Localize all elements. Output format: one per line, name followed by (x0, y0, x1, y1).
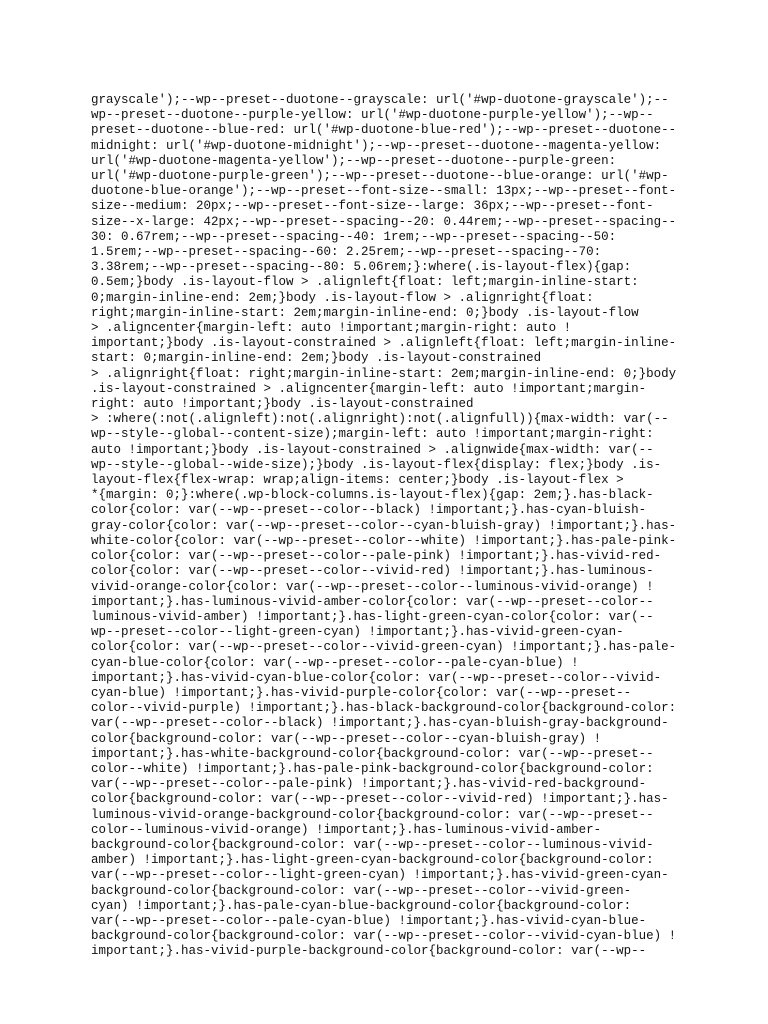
code-line: right: auto !important;}body .is-layout-constrained (91, 397, 474, 412)
code-line: color--white) !important;}.has-pale-pink-background-color{background-color: (91, 761, 654, 776)
code-line: > .aligncenter{margin-left: auto !important;margin-right: auto ! (91, 321, 572, 336)
code-line: start: 0;margin-inline-end: 2em;}body .is-layout-constrained (91, 351, 542, 366)
code-line: important;}.has-luminous-vivid-amber-color{color: var(--wp--preset--color-- (91, 594, 654, 609)
code-line: var(--wp--preset--color--black) !important;}.has-cyan-bluish-gray-background- (91, 716, 669, 731)
code-line: size--x-large: 42px;--wp--preset--spacing--20: 0.44rem;--wp--preset--spacing-- (91, 214, 677, 229)
code-line: luminous-vivid-amber) !important;}.has-light-green-cyan-color{color: var(-- (91, 609, 654, 624)
code-line: luminous-vivid-orange-background-color{background-color: var(--wp--preset-- (91, 807, 654, 822)
code-line: gray-color{color: var(--wp--preset--color--cyan-bluish-gray) !important;}.has- (91, 518, 677, 533)
code-line: 0;margin-inline-end: 2em;}body .is-layout-flow > .alignright{float: (91, 290, 594, 305)
code-line: *{margin: 0;}:where(.wp-block-columns.is-layout-flex){gap: 2em;}.has-black- (91, 488, 654, 503)
code-line: 0.5em;}body .is-layout-flow > .alignleft{float: left;margin-inline-start: (91, 275, 639, 290)
code-line: .is-layout-constrained > .aligncenter{margin-left: auto !important;margin- (91, 381, 647, 396)
code-line: grayscale');--wp--preset--duotone--grayscale: url('#wp-duotone-grayscale');-- (91, 93, 669, 107)
code-line: > .alignright{float: right;margin-inline-start: 2em;margin-inline-end: 0;}body (91, 366, 677, 381)
code-line: color{background-color: var(--wp--preset--color--vivid-red) !important;}.has- (91, 792, 669, 807)
code-line: > :where(:not(.alignleft):not(.alignright):not(.alignfull)){max-width: var(-- (91, 412, 669, 427)
code-line: wp--style--global--content-size);margin-left: auto !important;margin-right: (91, 427, 654, 442)
code-line: color{color: var(--wp--preset--color--pale-pink) !important;}.has-vivid-red- (91, 549, 662, 564)
code-line: background-color{background-color: var(--wp--preset--color--luminous-vivid- (91, 837, 654, 852)
code-line: color{color: var(--wp--preset--color--vivid-red) !important;}.has-luminous- (91, 564, 654, 579)
code-line: size--medium: 20px;--wp--preset--font-size--large: 36px;--wp--preset--font- (91, 199, 654, 214)
code-line: background-color{background-color: var(--wp--preset--color--vivid-cyan-blue) ! (91, 929, 677, 944)
code-line: 3.38rem;--wp--preset--spacing--80: 5.06rem;}:where(.is-layout-flex){gap: (91, 260, 632, 275)
code-line: wp--preset--duotone--purple-yellow: url('#wp-duotone-purple-yellow');--wp-- (91, 108, 654, 123)
code-line: preset--duotone--blue-red: url('#wp-duotone-blue-red');--wp--preset--duotone-- (91, 123, 677, 138)
code-line: color--luminous-vivid-orange) !important;}.has-luminous-vivid-amber- (91, 822, 602, 837)
code-line: color{color: var(--wp--preset--color--black) !important;}.has-cyan-bluish- (91, 503, 647, 518)
code-line: important;}.has-vivid-purple-background-color{background-color: var(--wp-- (91, 944, 647, 959)
code-line: url('#wp-duotone-purple-green');--wp--preset--duotone--blue-orange: url('#wp- (91, 169, 669, 184)
code-line: url('#wp-duotone-magenta-yellow');--wp--preset--duotone--purple-green: (91, 153, 617, 168)
code-line: cyan-blue) !important;}.has-vivid-purple-color{color: var(--wp--preset-- (91, 685, 632, 700)
code-line: color{background-color: var(--wp--preset--color--cyan-bluish-gray) ! (91, 731, 602, 746)
code-line: amber) !important;}.has-light-green-cyan-background-color{background-color: (91, 853, 654, 868)
code-line: important;}.has-white-background-color{background-color: var(--wp--preset-- (91, 746, 654, 761)
code-line: layout-flex{flex-wrap: wrap;align-items: center;}body .is-layout-flex > (91, 473, 624, 488)
code-line: wp--preset--color--light-green-cyan) !important;}.has-vivid-green-cyan- (91, 625, 624, 640)
code-line: color--vivid-purple) !important;}.has-black-background-color{background-color: (91, 701, 677, 716)
code-line: right;margin-inline-start: 2em;margin-inline-end: 0;}body .is-layout-flow (91, 305, 639, 320)
code-line: 30: 0.67rem;--wp--preset--spacing--40: 1rem;--wp--preset--spacing--50: (91, 229, 617, 244)
css-code-text (91, 93, 691, 960)
code-line: 1.5rem;--wp--preset--spacing--60: 2.25rem;--wp--preset--spacing--70: (91, 245, 602, 260)
code-line: wp--style--global--wide-size);}body .is-layout-flex{display: flex;}body .is- (91, 457, 662, 472)
code-line: duotone-blue-orange');--wp--preset--font-size--small: 13px;--wp--preset--font- (91, 184, 677, 199)
code-line: white-color{color: var(--wp--preset--color--white) !important;}.has-pale-pink- (91, 533, 677, 548)
code-line: cyan-blue-color{color: var(--wp--preset--color--pale-cyan-blue) ! (91, 655, 579, 670)
code-line: background-color{background-color: var(--wp--preset--color--vivid-green- (91, 883, 632, 898)
code-line: vivid-orange-color{color: var(--wp--preset--color--luminous-vivid-orange) ! (91, 579, 654, 594)
code-line: var(--wp--preset--color--light-green-cyan) !important;}.has-vivid-green-cyan- (91, 868, 669, 883)
code-line: var(--wp--preset--color--pale-cyan-blue) !important;}.has-vivid-cyan-blue- (91, 913, 647, 928)
code-line: var(--wp--preset--color--pale-pink) !important;}.has-vivid-red-background- (91, 777, 647, 792)
code-line: cyan) !important;}.has-pale-cyan-blue-background-color{background-color: (91, 898, 632, 913)
code-line: auto !important;}body .is-layout-constrained > .alignwide{max-width: var(-- (91, 442, 654, 457)
code-line: color{color: var(--wp--preset--color--vivid-green-cyan) !important;}.has-pale- (91, 640, 677, 655)
code-line: midnight: url('#wp-duotone-midnight');--wp--preset--duotone--magenta-yellow: (91, 138, 662, 153)
code-line: important;}body .is-layout-constrained > .alignleft{float: left;margin-inline- (91, 336, 677, 351)
code-line: important;}.has-vivid-cyan-blue-color{color: var(--wp--preset--color--vivid- (91, 670, 662, 685)
